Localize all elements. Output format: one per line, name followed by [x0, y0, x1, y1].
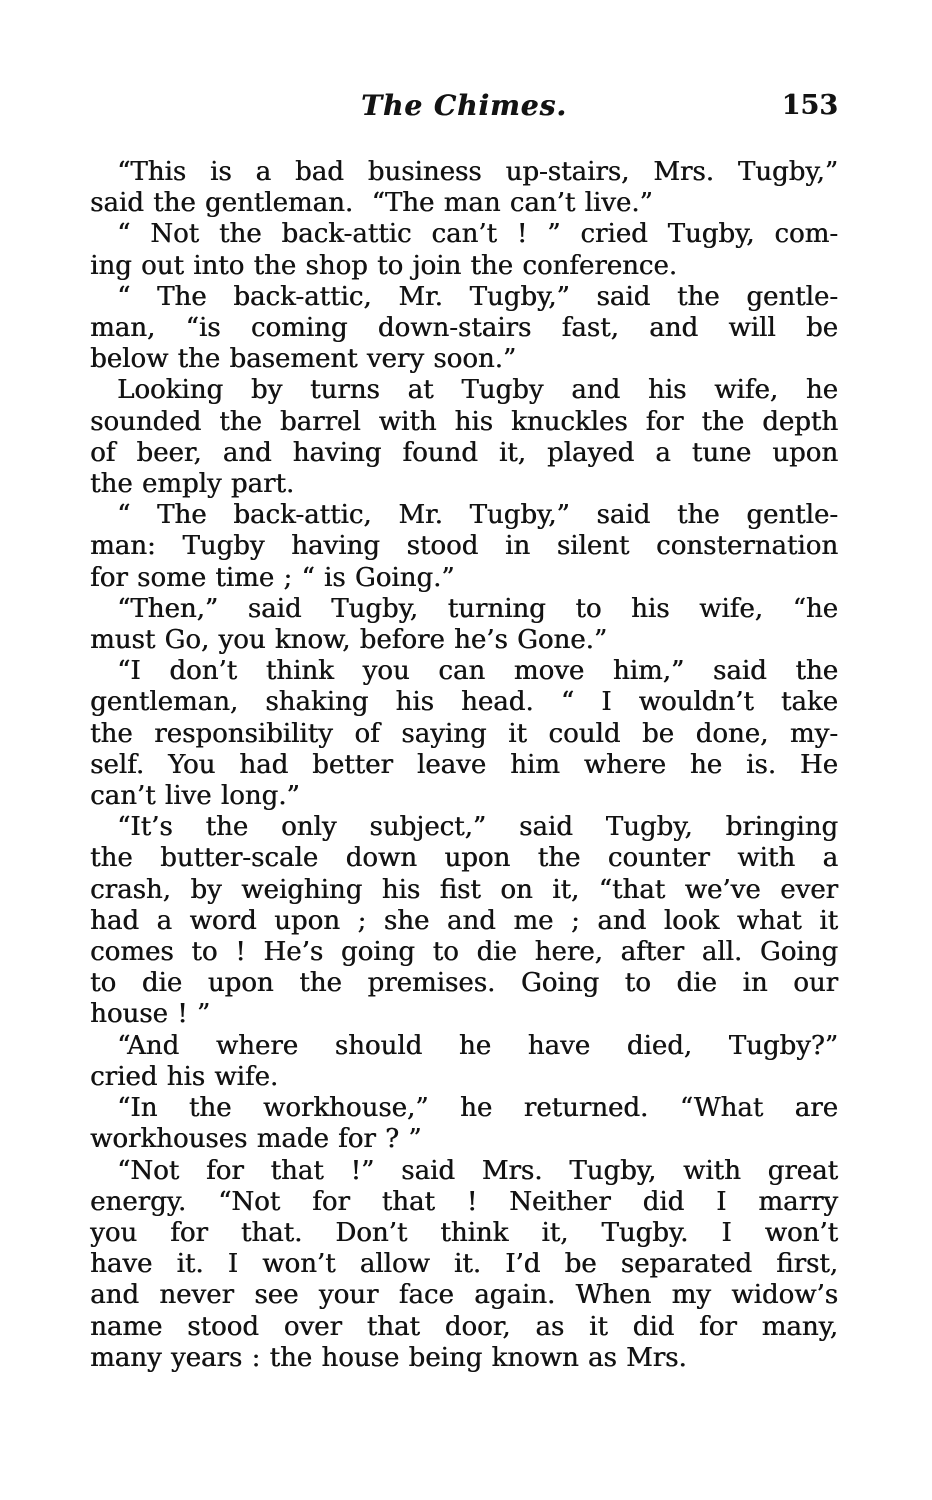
paragraph	[90, 157, 838, 219]
text-line: “I don’t think you can move him,” said the	[117, 656, 838, 687]
paragraph	[90, 594, 838, 656]
paragraph	[90, 812, 838, 1030]
text-line: crash, by weighing his fist on it, “that we’ve ever	[90, 874, 838, 905]
text-line: ing out into the shop to join the conference.	[90, 250, 677, 281]
text-line: and never see your face again. When my widow’s	[90, 1280, 838, 1311]
text-line: “ The back-attic, Mr. Tugby,” said the gentle-	[117, 281, 838, 312]
running-title: The Chimes.	[361, 89, 567, 122]
text-line: have it. I won’t allow it. I’d be separated first,	[90, 1249, 838, 1280]
text-line: gentleman, shaking his head. “ I wouldn’t take	[90, 687, 838, 718]
text-line: said the gentleman. “The man can’t live.”	[90, 188, 653, 219]
text-line: “ The back-attic, Mr. Tugby,” said the gentle-	[117, 500, 838, 531]
text-line: “It’s the only subject,” said Tugby, bringing	[117, 812, 838, 843]
text-line: “Not for that !” said Mrs. Tugby, with great	[117, 1155, 838, 1186]
text-line: many years : the house being known as Mrs.	[90, 1342, 687, 1373]
text-line: self. You had better leave him where he is. He	[90, 749, 838, 780]
paragraph	[90, 219, 838, 281]
text-line: “This is a bad business up-stairs, Mrs. Tugby,”	[117, 157, 838, 187]
text-line: the emply part.	[90, 469, 295, 500]
paragraph	[90, 1156, 838, 1374]
text-line: can’t live long.”	[90, 781, 300, 812]
text-line: comes to ! He’s going to die here, after all. Going	[90, 937, 838, 968]
text-line: the butter-scale down upon the counter with a	[90, 843, 838, 874]
text-line: energy. “Not for that ! Neither did I marry	[90, 1186, 838, 1217]
text-line: to die upon the premises. Going to die in our	[90, 968, 838, 999]
text-line: had a word upon ; she and me ; and look what it	[90, 905, 838, 936]
page-number: 153	[781, 90, 838, 121]
paragraph	[90, 656, 838, 812]
text-line: cried his wife.	[90, 1061, 279, 1092]
text-line: house ! ”	[90, 999, 211, 1030]
paragraph	[90, 1093, 838, 1155]
text-line: must Go, you know, before he’s Gone.”	[90, 625, 608, 656]
text-line: you for that. Don’t think it, Tugby. I won’t	[90, 1217, 838, 1248]
paragraph	[90, 282, 838, 376]
text-line: below the basement very soon.”	[90, 344, 517, 375]
text-line: for some time ; “ is Going.”	[90, 562, 455, 593]
paragraph	[90, 500, 838, 594]
paragraph	[90, 1031, 838, 1093]
text-line: sounded the barrel with his knuckles for the depth	[90, 406, 838, 437]
text-line: “Then,” said Tugby, turning to his wife, “he	[117, 593, 838, 624]
text-line: “In the workhouse,” he returned. “What are	[117, 1093, 838, 1124]
text-line: the responsibility of saying it could be done, my-	[90, 718, 838, 749]
text-line: workhouses made for ? ”	[90, 1124, 422, 1155]
text-line: man, “is coming down-stairs fast, and will be	[90, 313, 838, 344]
body-text	[90, 157, 838, 1374]
text-line: “ Not the back-attic can’t ! ” cried Tugby, com-	[117, 219, 838, 250]
text-line: Looking by turns at Tugby and his wife, he	[117, 375, 838, 406]
text-line: name stood over that door, as it did for many,	[90, 1311, 838, 1342]
text-line: man: Tugby having stood in silent consternation	[90, 531, 838, 562]
paragraph	[90, 375, 838, 500]
text-line: of beer, and having found it, played a tune upon	[90, 437, 838, 468]
page-header	[90, 88, 838, 128]
text-line: “And where should he have died, Tugby?”	[117, 1030, 838, 1061]
